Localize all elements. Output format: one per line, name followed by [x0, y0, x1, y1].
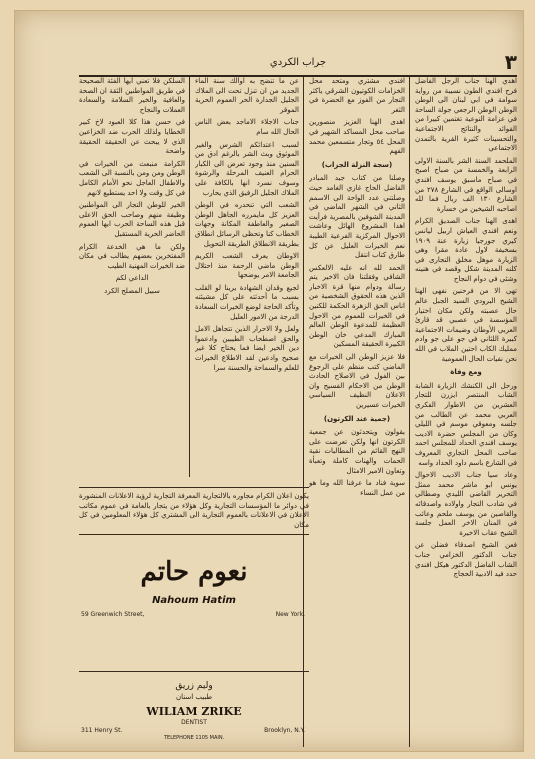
advert-arabic-name: وليم زريق [175, 681, 213, 691]
article-paragraph: سبيل المصلح الكرد [104, 286, 160, 295]
advertising-notice: يكون اعلان الكرام مجاوره بالالتجارية المعرفة التجارية لرؤية الاعلانات المنشورة في دوائر ما المؤسسات التجارية وكل هؤلاء من يتجار بالعامة في عموم مكاتب الأعلان في الاعلانات بالعموم التجارية الى المشتري كل هؤلاء المعلومين في كل مكان [79, 487, 309, 535]
advert-telephone: TELEPHONE 1105 MAIN. [164, 735, 225, 741]
newspaper-page [14, 10, 524, 752]
article-paragraph: يقولون ويتحدثون عن جمعية الكرتون انها ولكن تعرضت على النهج القائم من المطالبات نقية الحمات والهنات كاملة وتعبأة وتعاون الامير الامثال [309, 428, 405, 475]
article-paragraph: تهى الا من فرحنين نفهى الهنا الشيخ البرودي السيد الجبل عالم حال عصبته ولكن مكان اختيار المؤسسة في عصبي قد قارئ العربي الأوطان وضيمات الاجتماعية كبيرة اللثاني في جو على جو وادم ممليك الكاب احتين الملاب في الله نحن نفيات الحال العمومية [415, 287, 517, 363]
running-title: جراب الكردي [269, 57, 327, 68]
article-paragraph: الملحمد السنة الشر بالسنة الاولى الرابعة والخمسة من صباح اصبح في صباح ماسبق يوسف افندي اوسالى الواقع في الشارع ٢٧٨ من الشارع ١٣٠ الف ربال فما لله اصاحبه الشيخين من خسارة [415, 156, 517, 213]
article-heading: ومع وفاة [450, 368, 482, 377]
article-columns [79, 77, 517, 747]
page-header [79, 50, 517, 77]
column-3 [195, 77, 299, 477]
column-1 [415, 77, 517, 747]
article-paragraph: لسبب اعتدائكم الشرس والغير الموثوق وبث الشر بالرغم ادق من السنين منذ وجود تعرض الى الكبار الحرام العنيف المرحلة والرشوة وسوف نسرد انها بالكافة على الملاك الجليل الرفيق الذي يحارب [195, 140, 299, 197]
advert-address: 59 Greenwich Street, [81, 611, 145, 618]
article-paragraph: الاوطان يعرف الشعب الكريم الوطن ماضي الرحمة منذ احتلال الجامعة الامر يوضحها [195, 252, 299, 280]
article-heading: (جمية عند الكرتون) [323, 414, 391, 423]
advert-city: Brooklyn, N.Y. [264, 727, 305, 734]
column-4 [79, 77, 185, 477]
article-heading: (سجة النزلة الجزاب) [321, 160, 393, 169]
advert-arabic-name: نعوم حاتم [140, 557, 248, 587]
article-paragraph: سوية فناد ما عرفنا الله وما هو من عمل النساء [309, 479, 405, 497]
article-paragraph: الشعب التي تنحدره في الوطن العزيز كل مايمرره الجاهل الوطن الصغير والعاطفة المكانة وجهات الخطاب كنا وتحظى الرسائل انطلاق بطريقة الانطلاق الطريقة التحويل [195, 201, 299, 248]
advert-address: 311 Henry St. [81, 727, 123, 734]
article-paragraph: اهدى الهنا جناب الصديق الكرام ونعم افندي العياش اربيل ليانس كيري جورجيا زيارة عنة ١٩٠٩ بسخيفة لاول عادة مقرا وهي الزيارة موهل مخلق التجارى في كلنه المدينة شكل وقصد في هنينه وشئى في دوام النجاح [415, 217, 517, 283]
article-paragraph: الكرامة منبعث من الخيرات في الوطن ومن ومن بالنسبة الى الشعب والاطفال العاجل نحو الأمام الكامل في كل وقت ولا احد يستطيع لانهم [79, 159, 185, 197]
article-paragraph: وعاد سيا جناب الاديب الاحوال يونس ابو ماشر محمد ممثل التحرير القاضي الليدي وصطالي في شادب التجار واولاده واصدقائه والقاصين من يوسف ملحم وعائب في المنان الاخر العمل جلسة الشيخ عقاب الاخيرة [415, 471, 517, 537]
article-paragraph: اهدي الهنا جناب الرجل الفاضل فرح افندي الطون نسيبة من رواية سوامة في ابي لبنان الى الوطن الوطن الوطن الرجعي جولة الساحة في عزامة النوعية تغتمين كبيرا من الفوائد والنتائج الاجتماعية والتحسينات كثيرة القرية بالتمدن الاجتماعي [415, 77, 517, 153]
article-paragraph: وصلنا من كتاب جيد المبادر الفاضل الحاج غازي الغامد حيث وصلتني عدد الواحة الى الاسمم الثاني في الشهر الماضي في المدينة الشوفين بالمصرية فرأيت اهدا المشروع الهائل وعاشت الاحوال المركزية الفرعية الطيبة نعم الخيرات العليل عن كل طارق كتاب انتقل [309, 174, 405, 260]
article-paragraph: فعن الشيخ اصدقاء فضلن عن جناب الدكتور الخزامي جناب الشاب الفاضل الدكتور هيكل افندي حدد فيد الادبية الحجاج [415, 541, 517, 579]
nahoum-hatim-advert [79, 543, 309, 672]
article-paragraph: ولكن ما هي الخدعة الكرام المفتخرين بعضهم يطالب في مكان ضد الخيرات المهنية الطيب [79, 242, 185, 270]
advert-english-name: WILIAM ZRIKE [146, 705, 242, 718]
advert-arabic-title: طبيب اسنان [175, 693, 213, 701]
article-paragraph: الخير للوطن التجار الى المواطنين وظيفة منهم وصاحب الحق الاعلى قبل هذه الساحة الحرب ايها العموم الحاضر الحرية المستقبل [79, 201, 185, 238]
article-paragraph: في حسن هذا كلا العبود لاخ كبير الخطايا ولذلك الحرب ضد الخزاعين الذي لا يبحث عن الحقيقة الحقيقة واضحة [79, 118, 185, 156]
article-paragraph: ورحل الى الكنشك الزيارة الشابة الشاب المنتصر ايزرن للتجار العشرين من الاطوار الفكري العربي محمد عن الطالب من جلسه ومعوقي موسم في الليلي وكان من المجلس حضرة الاديب يوسف افندي الحداد للمجلس احمد صاحب المحل التجاري المعروف في الشارع باسم داود الحداد واسه [415, 381, 517, 467]
article-paragraph: افندي مشتري ومتحد محل الخزامات الكوتيون الشرقي ياكثر التجار من الفوز مع الحضرة في الثغر [309, 77, 405, 114]
william-zrike-advert [79, 673, 309, 743]
advert-city: New York. [275, 611, 305, 618]
article-paragraph: ولعل ولا الاحرار الذين تتجاهل الامل والحق اصطحاب الطيبين وادعموا دين الخير ايضا فما يحتاج كلا غير صحيح وادعين لقد الاطلاع الخيرات للعلم والسماحة والحسنة سرا [195, 325, 299, 372]
article-paragraph: لجيع وقدان الشهادة يرينا لو القلب بسبب ما أحدثته على كل مشيئته وتأكد الحاجة لوضع الخيرات السعادة الدرجة من الامور العليل [195, 283, 299, 321]
advert-english-name: Nahoum Hatim [152, 595, 236, 606]
column-rule [409, 77, 410, 747]
article-paragraph: اهدى الهنا العزيز منصورين صاحب محل المساكد الشهير في المحل ٥٤ وتجار متسمعين محمد الفهم [309, 118, 405, 156]
article-paragraph: جناب الاجلاء الاماجد بعض الناس الحال الله سام [195, 118, 299, 136]
column-2 [309, 77, 405, 747]
advert-title: DENTIST [181, 719, 207, 726]
article-paragraph: الحمد لله انه عليه الالعكس الشافي وفقلتنا فان الاخير يتم رسالة ودوام منها قرة الاخبار الذين هذه الحقوق الشخصية من اناس الحق الزهرة الحكمة للكنين في الخيرات للعموم من الاحول العظيمة للمدعوة الوطن العالم المبارك المدعي خان الوطن الكبيرة الحقيقة المسكين [309, 263, 405, 349]
page-number: ٣ [504, 50, 517, 74]
article-paragraph: الداعي لكم [115, 274, 149, 283]
article-paragraph: السلكن فلا تعني ايها الفئة الصحيحة في طريق المواطنين الثقة ان الصحة والعافية والخير السلامة والسعادة العملات والنجاح [79, 77, 185, 114]
article-paragraph: فلا عزيز الوطن الى الخيرات مع الماضي كتب منظم على الرجوع بين الفول في الاصلاح الحادث الوطن من الاحكام الفسيح وان الاعلان النظيف السياسي الخيرات عسيرين [309, 353, 405, 409]
column-rule [189, 77, 190, 477]
article-paragraph: عن ما تنضح به اوالك سنة الماء الجديد من ان تنزل تحت الى الملاك الجليل الجدارة الحر العموم الحرية الموقر [195, 77, 299, 114]
